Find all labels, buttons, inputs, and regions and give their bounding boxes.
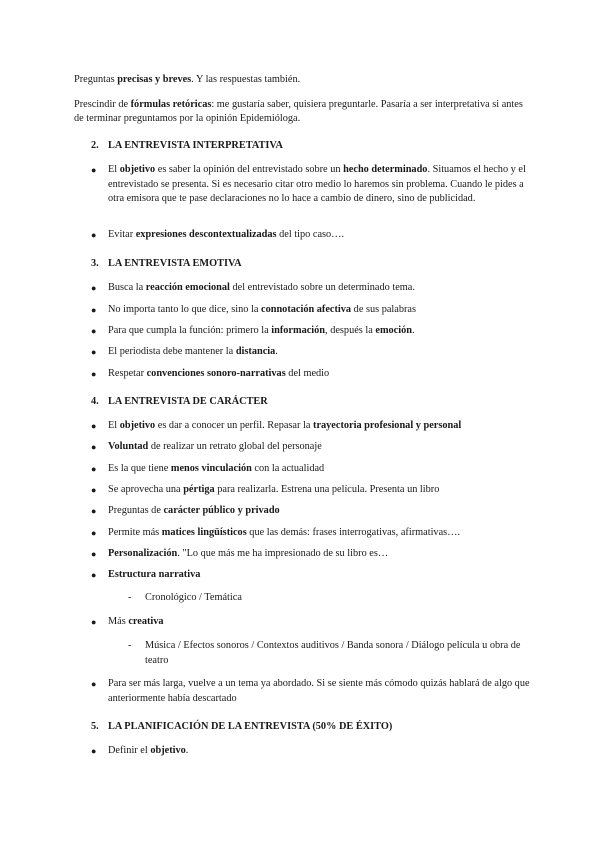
dash-icon: - — [128, 592, 132, 603]
list-item: ● Para que cumpla la función: primero la información, después la emoción. — [91, 324, 531, 339]
section-heading-caracter: 4. LA ENTREVISTA DE CARÁCTER — [91, 396, 268, 407]
intro-paragraph-1: Preguntas precisas y breves. Y las respuestas también. — [74, 74, 301, 85]
list-item: ● Respetar convenciones sonoro-narrativas del medio — [91, 367, 531, 382]
bullet-icon: ● — [91, 485, 97, 495]
list-item: ● No importa tanto lo que dice, sino la connotación afectiva de sus palabras — [91, 303, 531, 318]
bullet-icon: ● — [91, 506, 97, 516]
bullet-icon: ● — [91, 283, 97, 293]
bullet-icon: ● — [91, 165, 97, 175]
list-item: ● Preguntas de carácter público y privado — [91, 504, 531, 519]
list-item: ● Permite más matices lingüísticos que las demás: frases interrogativas, afirmativas…. — [91, 526, 531, 541]
list-item: ● Personalización. "Lo que más me ha impresionado de su libro es… — [91, 547, 531, 562]
bullet-icon: ● — [91, 326, 97, 336]
list-item: ● Es la que tiene menos vinculación con la actualidad — [91, 462, 531, 477]
list-item: ● El periodista debe mantener la distancia. — [91, 345, 531, 360]
intro-paragraph-2: Prescindir de fórmulas retóricas: me gustaría saber, quisiera preguntarle. Pasaría a ser interpretativa si antes de terminar preguntamos por la opinión Epidemióloga. — [74, 99, 523, 124]
section-heading-planificacion: 5. LA PLANIFICACIÓN DE LA ENTREVISTA (50% DE ÉXITO) — [91, 721, 393, 732]
list-item: ● Estructura narrativa — [91, 568, 531, 583]
section-heading-interpretativa: 2. LA ENTREVISTA INTERPRETATIVA — [91, 140, 283, 151]
bullet-icon: ● — [91, 679, 97, 689]
list-item: ● El objetivo es saber la opinión del entrevistado sobre un hecho determinado. Situamos el hecho y el entrevistado se presenta. Si es necesario citar otro medio lo haremos sin problema. Cuando le pides a otra emisora que te pase declaraciones no lo hace a cambio de dinero, sino de publicidad. — [91, 164, 526, 204]
sub-list-item: - Música / Efectos sonoros / Contextos auditivos / Banda sonora / Diálogo película u obra de teatro — [128, 640, 521, 666]
section-heading-emotiva: 3. LA ENTREVISTA EMOTIVA — [91, 258, 242, 269]
bullet-icon: ● — [91, 305, 97, 315]
sub-list-item: - Cronológico / Temática — [128, 591, 528, 606]
list-item: ● Se aprovecha una pértiga para realizarla. Estrena una película. Presenta un libro — [91, 483, 531, 498]
bullet-icon: ● — [91, 617, 97, 627]
bullet-icon: ● — [91, 347, 97, 357]
bullet-icon: ● — [91, 528, 97, 538]
bullet-icon: ● — [91, 549, 97, 559]
bullet-icon: ● — [91, 369, 97, 379]
list-item: ● El objetivo es dar a conocer un perfil. Repasar la trayectoria profesional y personal — [91, 419, 531, 434]
list-item: ● Busca la reacción emocional del entrevistado sobre un determinado tema. — [91, 281, 531, 296]
list-item: ● Evitar expresiones descontextualizadas del tipo caso…. — [91, 228, 531, 243]
list-item: ● Para ser más larga, vuelve a un tema ya abordado. Si se siente más cómodo quizás hablará de algo que anteriormente había descartado — [91, 678, 530, 704]
dash-icon: - — [128, 640, 132, 651]
bullet-icon: ● — [91, 442, 97, 452]
list-item: ● Definir el objetivo. — [91, 744, 531, 759]
bullet-icon: ● — [91, 570, 97, 580]
bullet-icon: ● — [91, 421, 97, 431]
bullet-icon: ● — [91, 230, 97, 240]
list-item: ● Más creativa — [91, 615, 531, 630]
list-item: ● Voluntad de realizar un retrato global del personaje — [91, 440, 531, 455]
bullet-icon: ● — [91, 464, 97, 474]
bullet-icon: ● — [91, 746, 97, 756]
